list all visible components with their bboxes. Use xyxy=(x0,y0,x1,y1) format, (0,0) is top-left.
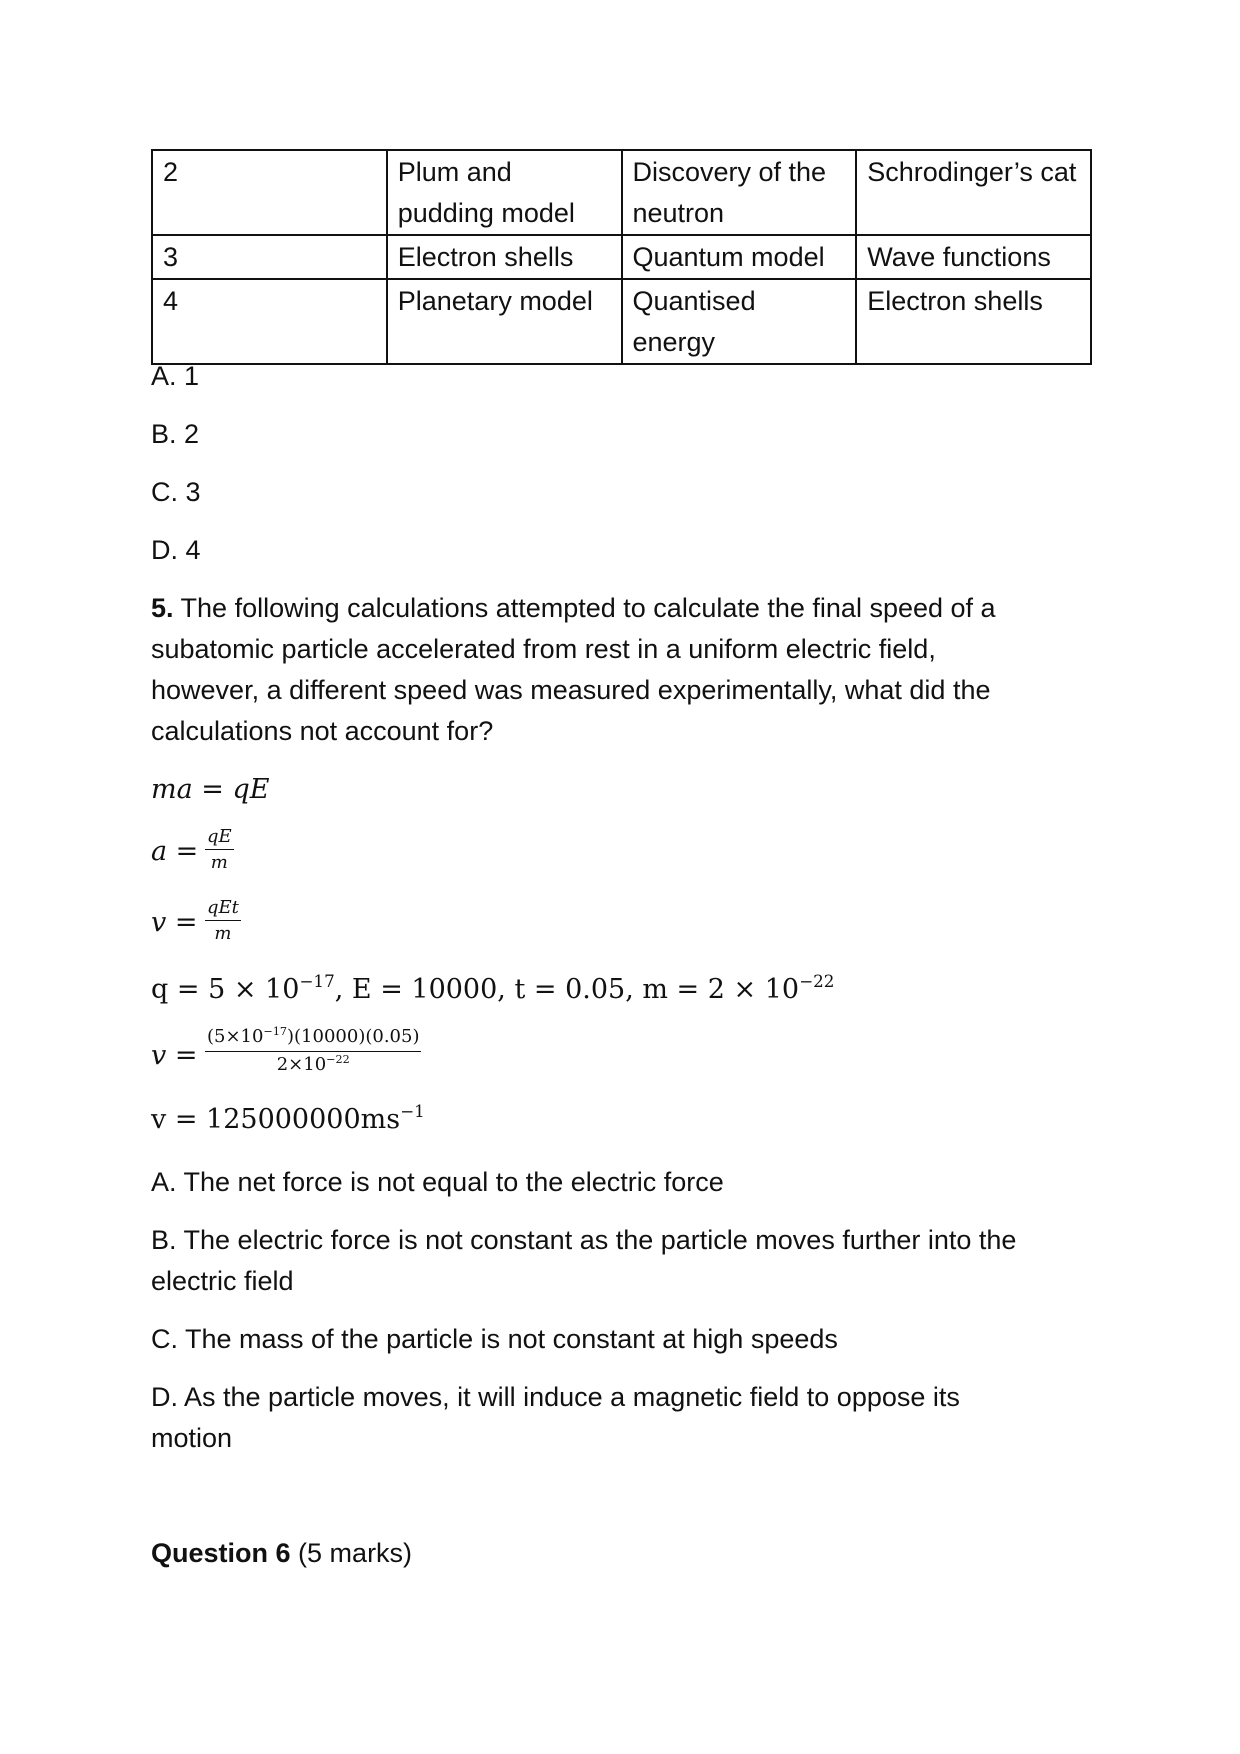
table-cell: Plum and pudding model xyxy=(387,150,622,235)
equation-substitution-fraction xyxy=(205,1026,421,1078)
q4-option-b[interactable]: B. 2 xyxy=(151,419,200,449)
question-6-heading: Question 6 (5 marks) xyxy=(151,1538,413,1568)
q4-option-c[interactable]: C. 3 xyxy=(151,477,201,507)
fraction-numerator: $(5\times 10^{-17})(10000)(0.05)$ xyxy=(205,1026,421,1052)
table-cell: Electron shells xyxy=(387,235,622,279)
fraction-numerator: qEt xyxy=(205,897,241,921)
q5-stem-line-1: 5. The following calculations attempted to calculate the final speed of a xyxy=(151,593,996,623)
q4-options-table xyxy=(151,149,1092,365)
equation-v-fraction xyxy=(205,897,241,945)
table-cell: Discovery of the neutron xyxy=(622,150,857,235)
equation-result: $v = 125000000ms^{-1}$ xyxy=(151,1101,425,1135)
table-cell: Schrodinger’s cat xyxy=(856,150,1091,235)
equation-substitution-lhs: v = xyxy=(151,1040,198,1071)
fraction-denominator: m xyxy=(210,852,228,873)
equation-values: $q = 5 \times 10^{-17}$, E = 10000, t = 0.05, $m = 2 \times 10^{-22}$ xyxy=(151,971,835,1005)
table-row xyxy=(152,150,1091,235)
equation-a-lhs: a = xyxy=(151,836,199,867)
q5-option-b-line-2[interactable]: electric field xyxy=(151,1266,294,1296)
equation-v-lhs: v = xyxy=(151,907,198,938)
q5-option-d[interactable]: D. As the particle moves, it will induce a magnetic field to oppose its xyxy=(151,1382,960,1412)
q5-stem-line-4: calculations not account for? xyxy=(151,716,494,746)
table-row xyxy=(152,279,1091,364)
table-cell-num: 4 xyxy=(152,279,387,364)
q5-option-a[interactable]: A. The net force is not equal to the electric force xyxy=(151,1167,724,1197)
equation-newton: ma = qE xyxy=(151,774,270,805)
table-cell: Quantum model xyxy=(622,235,857,279)
q4-option-a[interactable]: A. 1 xyxy=(151,361,200,391)
table-row xyxy=(152,235,1091,279)
equation-a-fraction xyxy=(205,826,234,874)
q4-option-d[interactable]: D. 4 xyxy=(151,535,201,565)
q5-option-b[interactable]: B. The electric force is not constant as the particle moves further into the xyxy=(151,1225,1017,1255)
fraction-numerator: qE xyxy=(205,826,234,850)
table-cell: Planetary model xyxy=(387,279,622,364)
q5-option-c[interactable]: C. The mass of the particle is not constant at high speeds xyxy=(151,1324,838,1354)
table-cell: Electron shells xyxy=(856,279,1091,364)
fraction-denominator: $2\times 10^{-22}$ xyxy=(276,1052,350,1075)
q5-stem-line-3: however, a different speed was measured experimentally, what did the xyxy=(151,675,991,705)
q5-number: 5. xyxy=(151,593,174,623)
table-cell: Wave functions xyxy=(856,235,1091,279)
table-cell: Quantised energy xyxy=(622,279,857,364)
table-cell-num: 3 xyxy=(152,235,387,279)
q5-stem-line-2: subatomic particle accelerated from rest in a uniform electric field, xyxy=(151,634,936,664)
q5-option-d-line-2[interactable]: motion xyxy=(151,1423,233,1453)
table-cell-num: 2 xyxy=(152,150,387,235)
fraction-denominator: m xyxy=(214,923,232,944)
